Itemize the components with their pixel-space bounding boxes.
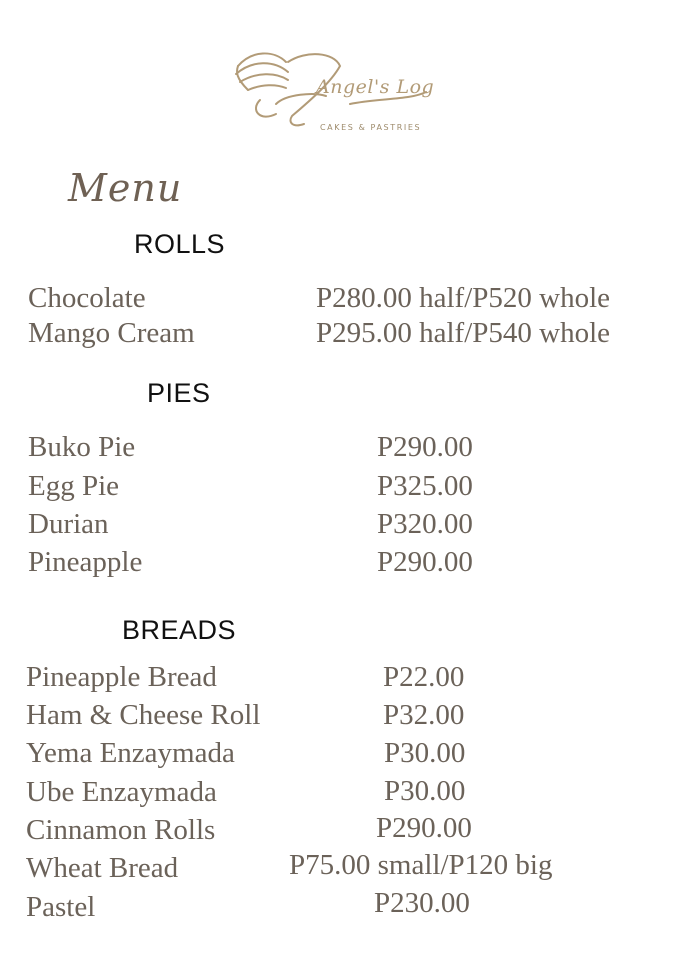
item-name: Durian [28, 508, 109, 540]
item-name: Egg Pie [28, 470, 120, 502]
item-price: P325.00 [377, 470, 473, 502]
item-name: Ham & Cheese Roll [26, 699, 261, 731]
item-price: P230.00 [374, 887, 470, 919]
item-price: P280.00 half/P520 whole [316, 282, 611, 314]
item-name: Wheat Bread [26, 852, 179, 884]
item-price: P320.00 [377, 508, 473, 540]
item-price: P30.00 [384, 737, 466, 769]
brand-tagline: CAKES & PASTRIES [320, 123, 422, 132]
item-price: P295.00 half/P540 whole [316, 317, 611, 349]
item-price: P290.00 [376, 812, 472, 844]
item-name: Chocolate [28, 282, 146, 314]
brand-name: Angel's Log [316, 76, 435, 98]
item-price: P30.00 [384, 775, 466, 807]
item-name: Yema Enzaymada [26, 737, 235, 769]
item-price: P290.00 [377, 546, 473, 578]
item-name: Pineapple [28, 546, 143, 578]
item-name: Buko Pie [28, 431, 136, 463]
item-name: Cinnamon Rolls [26, 814, 216, 846]
item-name: Mango Cream [28, 317, 195, 349]
item-name: Pineapple Bread [26, 661, 217, 693]
section-title-pies: PIES [147, 378, 211, 408]
item-price: P75.00 small/P120 big [289, 849, 553, 881]
section-title-rolls: ROLLS [134, 229, 226, 259]
item-price: P290.00 [377, 431, 473, 463]
brand-logo [230, 44, 435, 140]
item-name: Pastel [26, 891, 96, 923]
section-title-breads: BREADS [122, 615, 237, 645]
item-price: P22.00 [383, 661, 465, 693]
item-name: Ube Enzaymada [26, 776, 217, 808]
item-price: P32.00 [383, 699, 465, 731]
menu-heading: Menu [68, 166, 183, 210]
